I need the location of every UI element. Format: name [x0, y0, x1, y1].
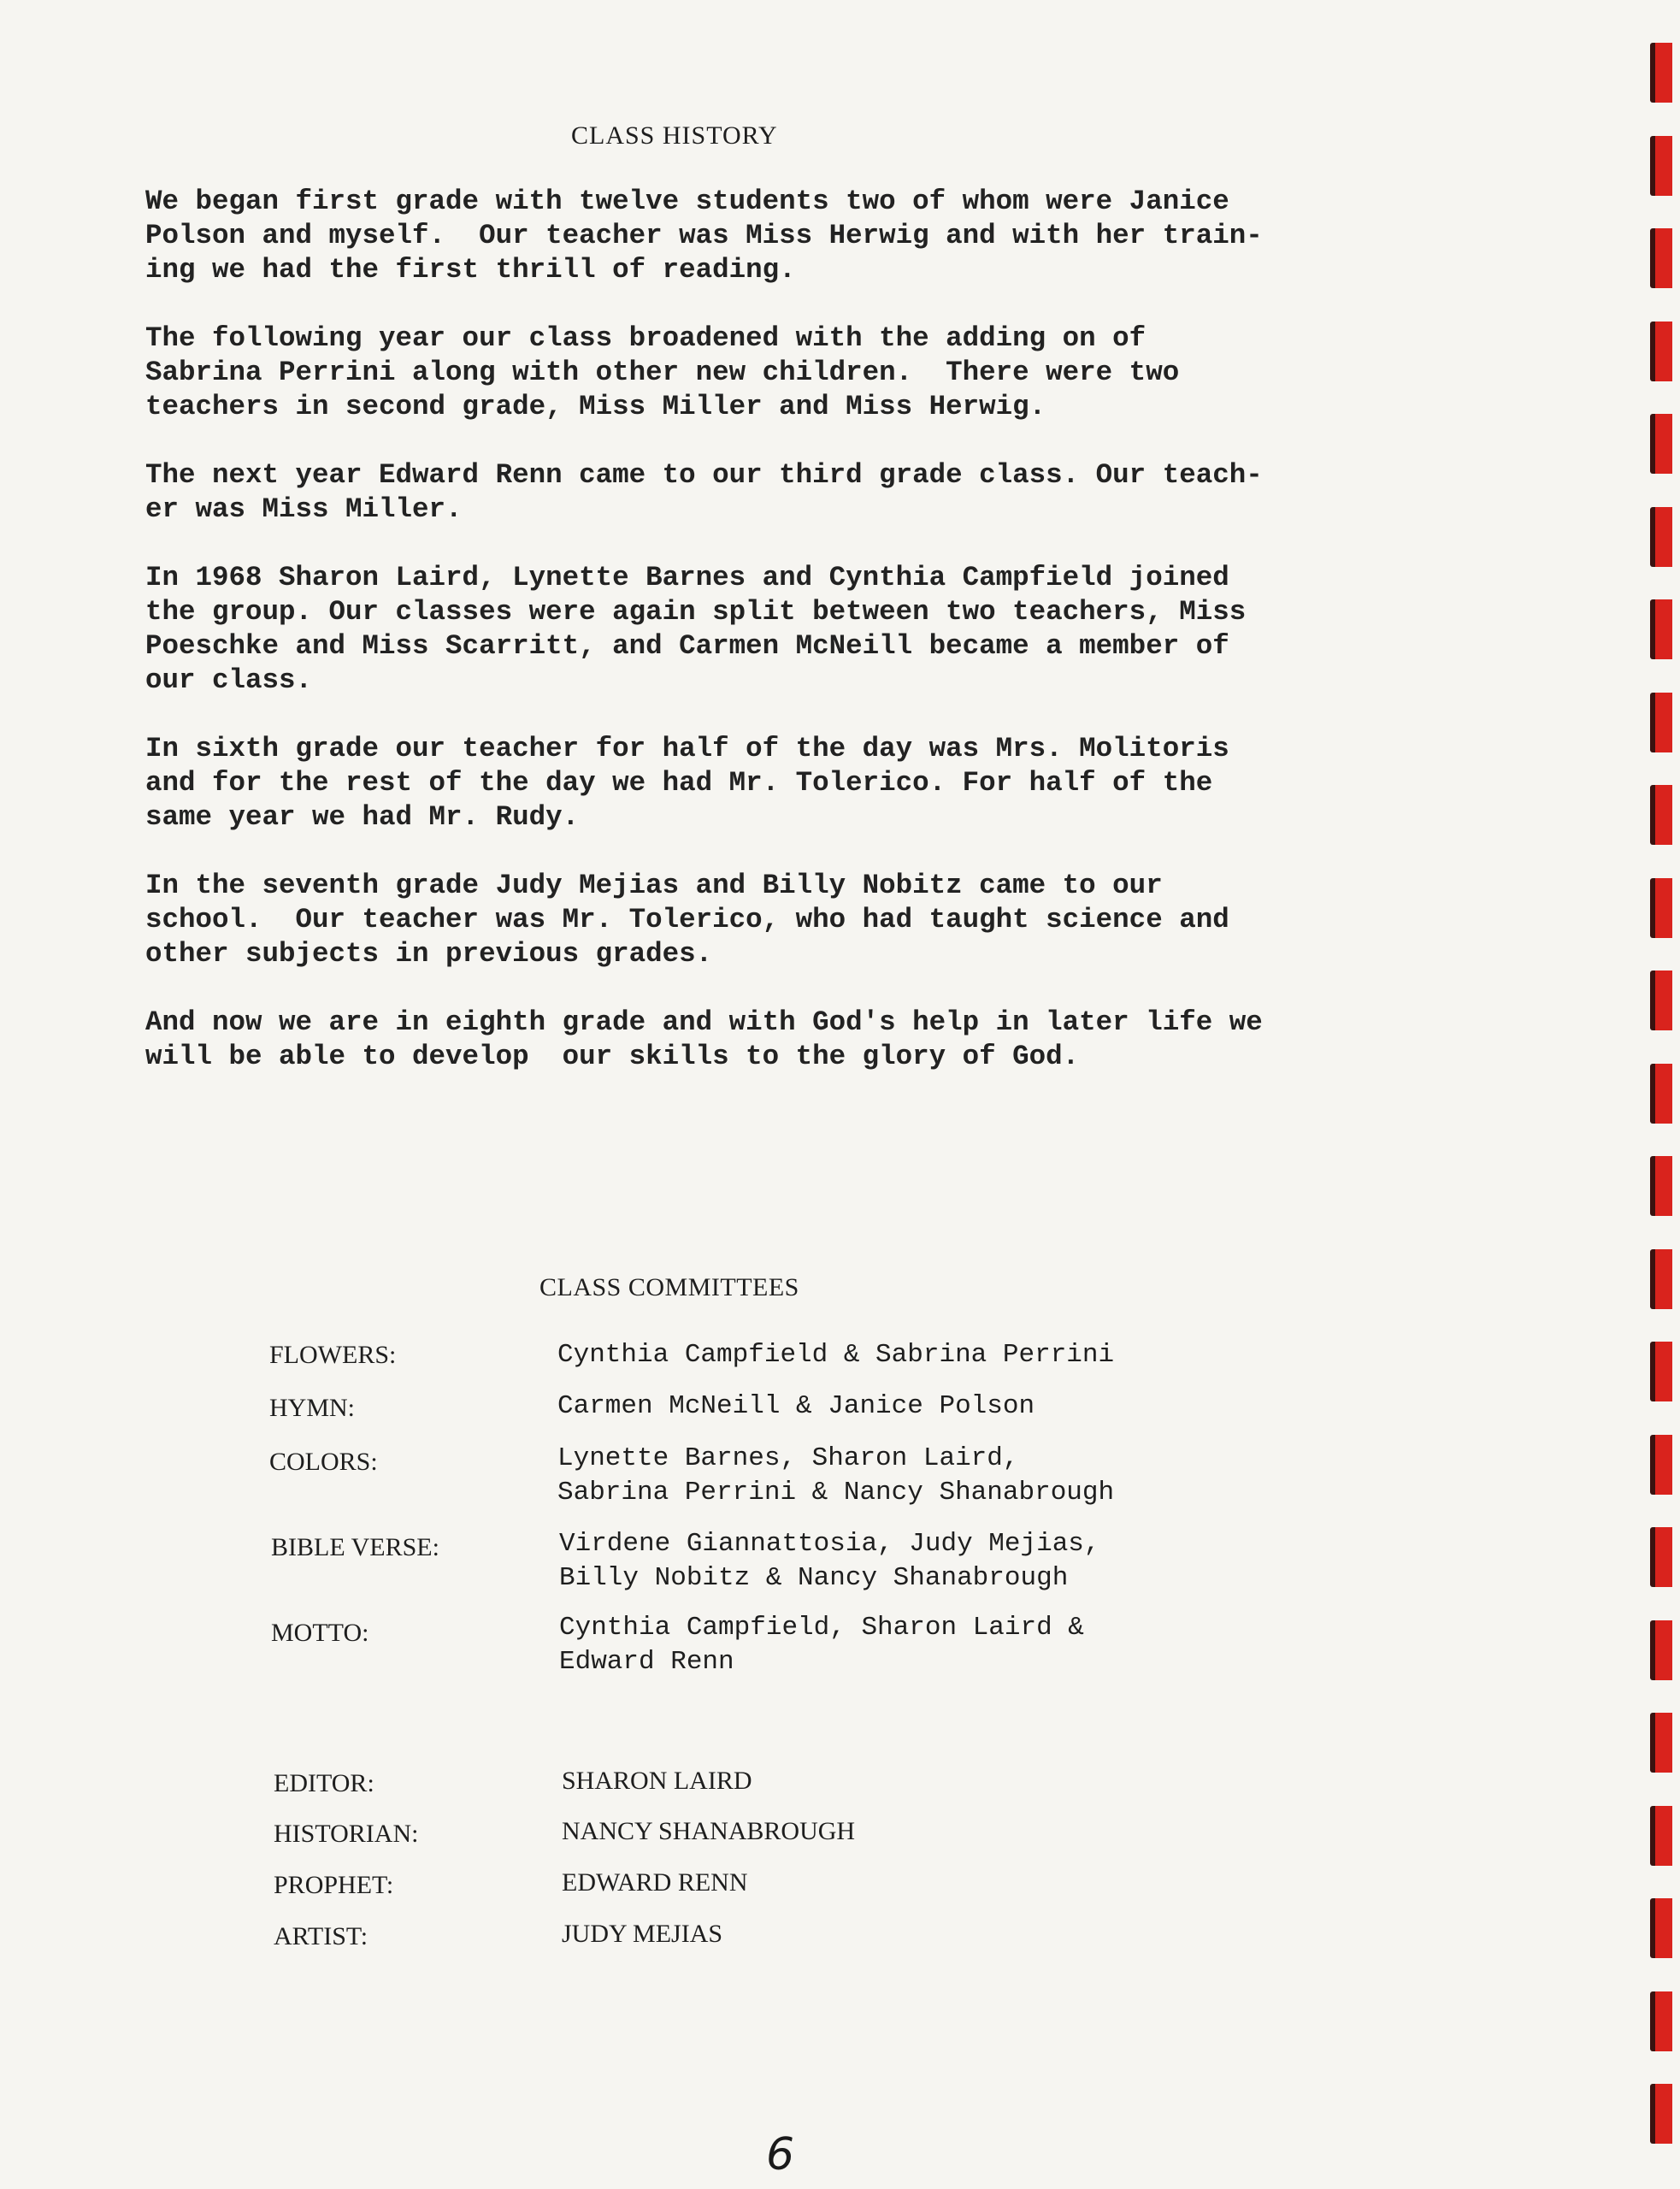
- binding-ring: [1650, 1527, 1672, 1587]
- history-paragraph-4: In 1968 Sharon Laird, Lynette Barnes and Cynthia Campfield joined the group. Our classes were again split between two teachers, Miss Poeschke and Miss Scarritt, and Carmen McNeill became a member of our class.: [145, 562, 1247, 696]
- officer-name-historian: NANCY SHANABROUGH: [562, 1817, 856, 1845]
- binding-ring: [1650, 599, 1672, 659]
- officer-name-editor: SHARON LAIRD: [562, 1767, 752, 1795]
- committee-label-bible-verse: BIBLE VERSE:: [271, 1533, 439, 1561]
- binding-ring: [1650, 1435, 1672, 1495]
- history-paragraph-7: And now we are in eighth grade and with God's help in later life we will be able to develop our skills to the glory of God.: [145, 1006, 1263, 1072]
- history-paragraph-3: The next year Edward Renn came to our third grade class. Our teach- er was Miss Miller.: [145, 459, 1263, 525]
- history-paragraph-2: The following year our class broadened with the adding on of Sabrina Perrini along with other new children. There were two teachers in second grade, Miss Miller and Miss Herwig.: [145, 322, 1180, 422]
- binding-ring: [1650, 322, 1672, 381]
- binding-ring: [1650, 228, 1672, 288]
- class-committees-title: CLASS COMMITTEES: [539, 1273, 799, 1301]
- committee-label-hymn: HYMN:: [269, 1394, 356, 1422]
- binding-ring: [1650, 1991, 1672, 2051]
- officer-label-artist: ARTIST:: [274, 1922, 368, 1950]
- binding-ring: [1650, 878, 1672, 938]
- binding-ring: [1650, 1249, 1672, 1309]
- committee-names-hymn: Carmen McNeill & Janice Polson: [557, 1391, 1035, 1421]
- committee-names-motto: Cynthia Campfield, Sharon Laird & Edward Renn: [559, 1613, 1084, 1677]
- binding-ring: [1650, 507, 1672, 567]
- committee-label-motto: MOTTO:: [271, 1619, 369, 1647]
- binding-ring: [1650, 2084, 1672, 2144]
- binding-ring: [1650, 971, 1672, 1030]
- binding-ring: [1650, 1620, 1672, 1680]
- binding-ring: [1650, 414, 1672, 474]
- spiral-binding: [1646, 0, 1680, 2189]
- binding-ring: [1650, 693, 1672, 752]
- committee-label-flowers: FLOWERS:: [269, 1341, 397, 1369]
- binding-ring: [1650, 1806, 1672, 1866]
- binding-ring: [1650, 136, 1672, 196]
- binding-ring: [1650, 1713, 1672, 1773]
- history-paragraph-1: We began first grade with twelve students two of whom were Janice Polson and myself. Our teacher was Miss Herwig and with her train- ing we had the first thrill of reading.: [145, 186, 1263, 286]
- committee-names-colors: Lynette Barnes, Sharon Laird, Sabrina Perrini & Nancy Shanabrough: [557, 1443, 1115, 1508]
- officer-label-prophet: PROPHET:: [274, 1871, 394, 1899]
- binding-ring: [1650, 1064, 1672, 1124]
- officer-name-prophet: EDWARD RENN: [562, 1868, 748, 1897]
- officer-label-editor: EDITOR:: [274, 1769, 374, 1797]
- binding-ring: [1650, 785, 1672, 845]
- history-paragraph-6: In the seventh grade Judy Mejias and Billy Nobitz came to our school. Our teacher was Mr. Tolerico, who had taught science and other subjects in previous grades.: [145, 870, 1229, 970]
- class-history-title: CLASS HISTORY: [571, 121, 778, 150]
- class-history-body: [145, 185, 1428, 1108]
- committee-label-colors: COLORS:: [269, 1448, 378, 1476]
- officer-name-artist: JUDY MEJIAS: [562, 1920, 723, 1948]
- committee-names-bible-verse: Virdene Giannattosia, Judy Mejias, Billy Nobitz & Nancy Shanabrough: [559, 1529, 1100, 1593]
- binding-ring: [1650, 43, 1672, 103]
- binding-ring: [1650, 1156, 1672, 1216]
- binding-ring: [1650, 1898, 1672, 1958]
- page-number: 6: [766, 2129, 795, 2180]
- history-paragraph-5: In sixth grade our teacher for half of the day was Mrs. Molitoris and for the rest of the day we had Mr. Tolerico. For half of the same year we had Mr. Rudy.: [145, 733, 1229, 833]
- committee-names-flowers: Cynthia Campfield & Sabrina Perrini: [557, 1340, 1115, 1370]
- binding-ring: [1650, 1342, 1672, 1401]
- officer-label-historian: HISTORIAN:: [274, 1820, 419, 1848]
